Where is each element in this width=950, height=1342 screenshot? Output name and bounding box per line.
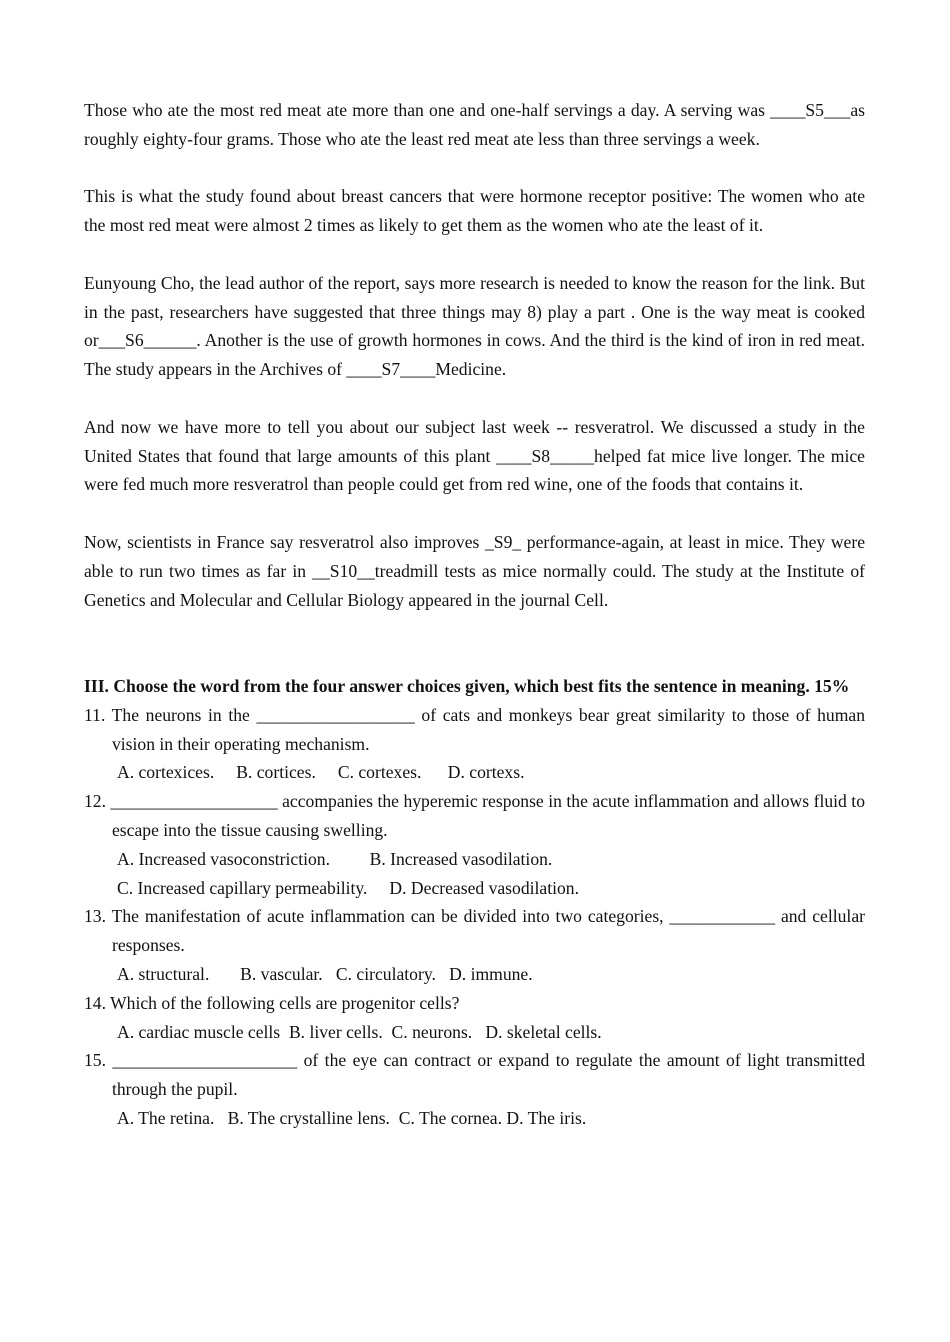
question-stem: 11. The neurons in the __________________ of cats and monkeys bear great similarity to those of human vision in their operating mechanism. xyxy=(84,704,865,754)
paragraph-lead-author: Eunyoung Cho, the lead author of the report, says more research is needed to know the reason for the link. But in the past, researchers have suggested that three things may 8) play a part . One is the way meat is cooked or___S6______. Another is the use of growth hormones in cows. And the third is the kind of iron in red meat. The study appears in the Archives of ____S7____Medicine. xyxy=(84,272,865,380)
paragraph-resveratrol: And now we have more to tell you about our subject last week -- resveratrol. We discussed a study in the United States that found that large amounts of this plant ____S8_____helped fat mice live longer. The mice were fed much more resveratrol than people could get from red wine, one of the foods that contains it. xyxy=(84,416,865,495)
question-options: A. The retina. B. The crystalline lens. C. The cornea. D. The iris. xyxy=(117,1107,587,1128)
question-stem: 15. _____________________ of the eye can contract or expand to regulate the amount of light transmitted through the pupil. xyxy=(84,1050,865,1100)
question-options: A. cardiac muscle cells B. liver cells. C. neurons. D. skeletal cells. xyxy=(117,1021,602,1042)
paragraph-france-study: Now, scientists in France say resveratrol also improves _S9_ performance-again, at least in mice. They were able to run two times as far in __S10__treadmill tests as mice normally could. The study at the Institute of Genetics and Molecular and Cellular Biology appeared in the journal Cell. xyxy=(84,531,865,610)
question-stem: 12. ___________________ accompanies the hyperemic response in the acute inflammation and allows fluid to escape into the tissue causing swelling. xyxy=(84,791,865,840)
paragraph-red-meat-servings: Those who ate the most red meat ate more than one and one-half servings a day. A serving was ____S5___as roughly eighty-four grams. Those who ate the least red meat ate less than three servings a week. xyxy=(84,100,865,149)
question-11 xyxy=(84,701,865,787)
question-15 xyxy=(84,1046,865,1132)
question-13 xyxy=(84,902,865,988)
question-options: C. Increased capillary permeability. D. Decreased vasodilation. xyxy=(117,877,579,898)
question-stem: 13. The manifestation of acute inflammation can be divided into two categories, ____________ and cellular responses. xyxy=(84,906,865,956)
section-heading: III. Choose the word from the four answer choices given, which best fits the sentence in meaning. 15% xyxy=(84,675,850,696)
paragraph-hormone-receptor: This is what the study found about breast cancers that were hormone receptor positive: The women who ate the most red meat were almost 2 times as likely to get them as the women who ate the least of it. xyxy=(84,186,865,236)
question-14 xyxy=(84,989,865,1047)
question-options: A. structural. B. vascular. C. circulatory. D. immune. xyxy=(117,963,533,984)
question-options: A. Increased vasoconstriction. B. Increased vasodilation. xyxy=(117,848,553,869)
question-12 xyxy=(84,787,865,902)
question-stem: 14. Which of the following cells are progenitor cells? xyxy=(84,992,460,1013)
document-page xyxy=(84,96,865,1133)
question-options: A. cortexices. B. cortices. C. cortexes. D. cortexs. xyxy=(117,762,525,783)
